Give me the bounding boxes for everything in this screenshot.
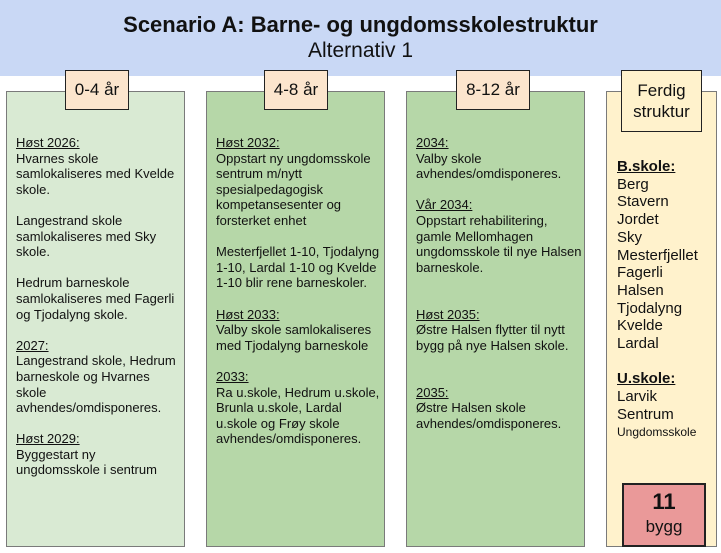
block-text: Østre Halsen flytter til nytt bygg på nye Halsen skole. [416, 322, 569, 353]
block-text: Oppstart ny ungdomsskole sentrum m/nytt spesialpedagogisk kompetansesenter og forsterket enhet [216, 150, 371, 228]
building-count-unit: bygg [645, 517, 683, 536]
block-heading: Høst 2035: [416, 306, 480, 322]
block-heading: 2035: [416, 384, 449, 400]
block-text: Valby skole avhendes/omdisponeres. [416, 150, 562, 182]
phase-text-8-12 [416, 135, 582, 431]
phase-text-4-8 [216, 135, 382, 447]
title-band [0, 0, 721, 76]
block-text: Østre Halsen skole avhendes/omdisponeres. [416, 400, 562, 431]
school-item: Larvik [617, 388, 658, 406]
block-heading: 2027: [16, 337, 49, 353]
block-heading: 2033: [216, 368, 249, 384]
block-text: Oppstart rehabilitering, gamle Mellomhagen ungdomsskole til nye Halsen barneskole. [416, 212, 582, 275]
block-heading: Høst 2029: [16, 431, 80, 447]
school-item: Kvelde [617, 317, 663, 335]
phase-header-0-4: 0-4 år [65, 70, 129, 110]
block-text: Hvarnes skole samlokaliseres med Kvelde skole. [16, 150, 175, 197]
barneskole-label: B.skole: [617, 158, 676, 175]
block-text: Langestrand skole samlokaliseres med Sky skole. [16, 212, 157, 260]
school-item: Fagerli [617, 264, 663, 282]
block-heading: Høst 2032: [216, 135, 280, 150]
ungdomsskole-label: U.skole: [617, 370, 676, 388]
school-item: Lardal [617, 335, 659, 353]
school-item: Berg [617, 175, 649, 193]
building-count: 11 [652, 489, 676, 514]
slide-subtitle: Alternativ 1 [307, 39, 414, 62]
school-item-suffix: Ungdomsskole [617, 424, 697, 439]
slide-title: Scenario A: Barne- og ungdomsskolestruktur [123, 12, 598, 37]
block-text: Byggestart ny ungdomsskole i sentrum [16, 446, 157, 478]
block-text: Langestrand skole, Hedrum barneskole og Hvarnes skole avhendes/omdisponeres. [16, 353, 176, 416]
block-heading: 2034: [416, 135, 449, 150]
school-item: Jordet [617, 211, 659, 229]
block-text: Mesterfjellet 1-10, Tjodalyng 1-10, Lardal 1-10 og Kvelde 1-10 blir rene barneskoler. [216, 244, 380, 291]
school-item: Mesterfjellet [617, 246, 698, 264]
final-structure-list [617, 158, 717, 441]
block-text: Hedrum barneskole samlokaliseres med Fagerli og Tjodalyng skole. [16, 275, 175, 322]
school-item: Sentrum [617, 405, 674, 423]
phase-header-4-8: 4-8 år [264, 70, 328, 110]
block-text: Valby skole samlokaliseres med Tjodalyng barneskole [216, 322, 372, 353]
final-structure-header: Ferdig struktur [621, 70, 702, 132]
block-heading: Høst 2033: [216, 306, 280, 322]
block-heading: Vår 2034: [416, 197, 473, 213]
school-item: Halsen [617, 281, 664, 299]
school-item: Sky [617, 228, 643, 246]
school-item: Stavern [617, 193, 669, 211]
block-heading: Høst 2026: [16, 135, 80, 150]
phase-header-8-12: 8-12 år [456, 70, 530, 110]
school-item: Tjodalyng [617, 299, 683, 317]
block-text: Ra u.skole, Hedrum u.skole, Brunla u.skole, Lardal u.skole og Frøy skole avhendes/omdisponeres. [216, 384, 380, 447]
building-count-box [622, 483, 706, 547]
phase-text-0-4 [16, 135, 182, 478]
